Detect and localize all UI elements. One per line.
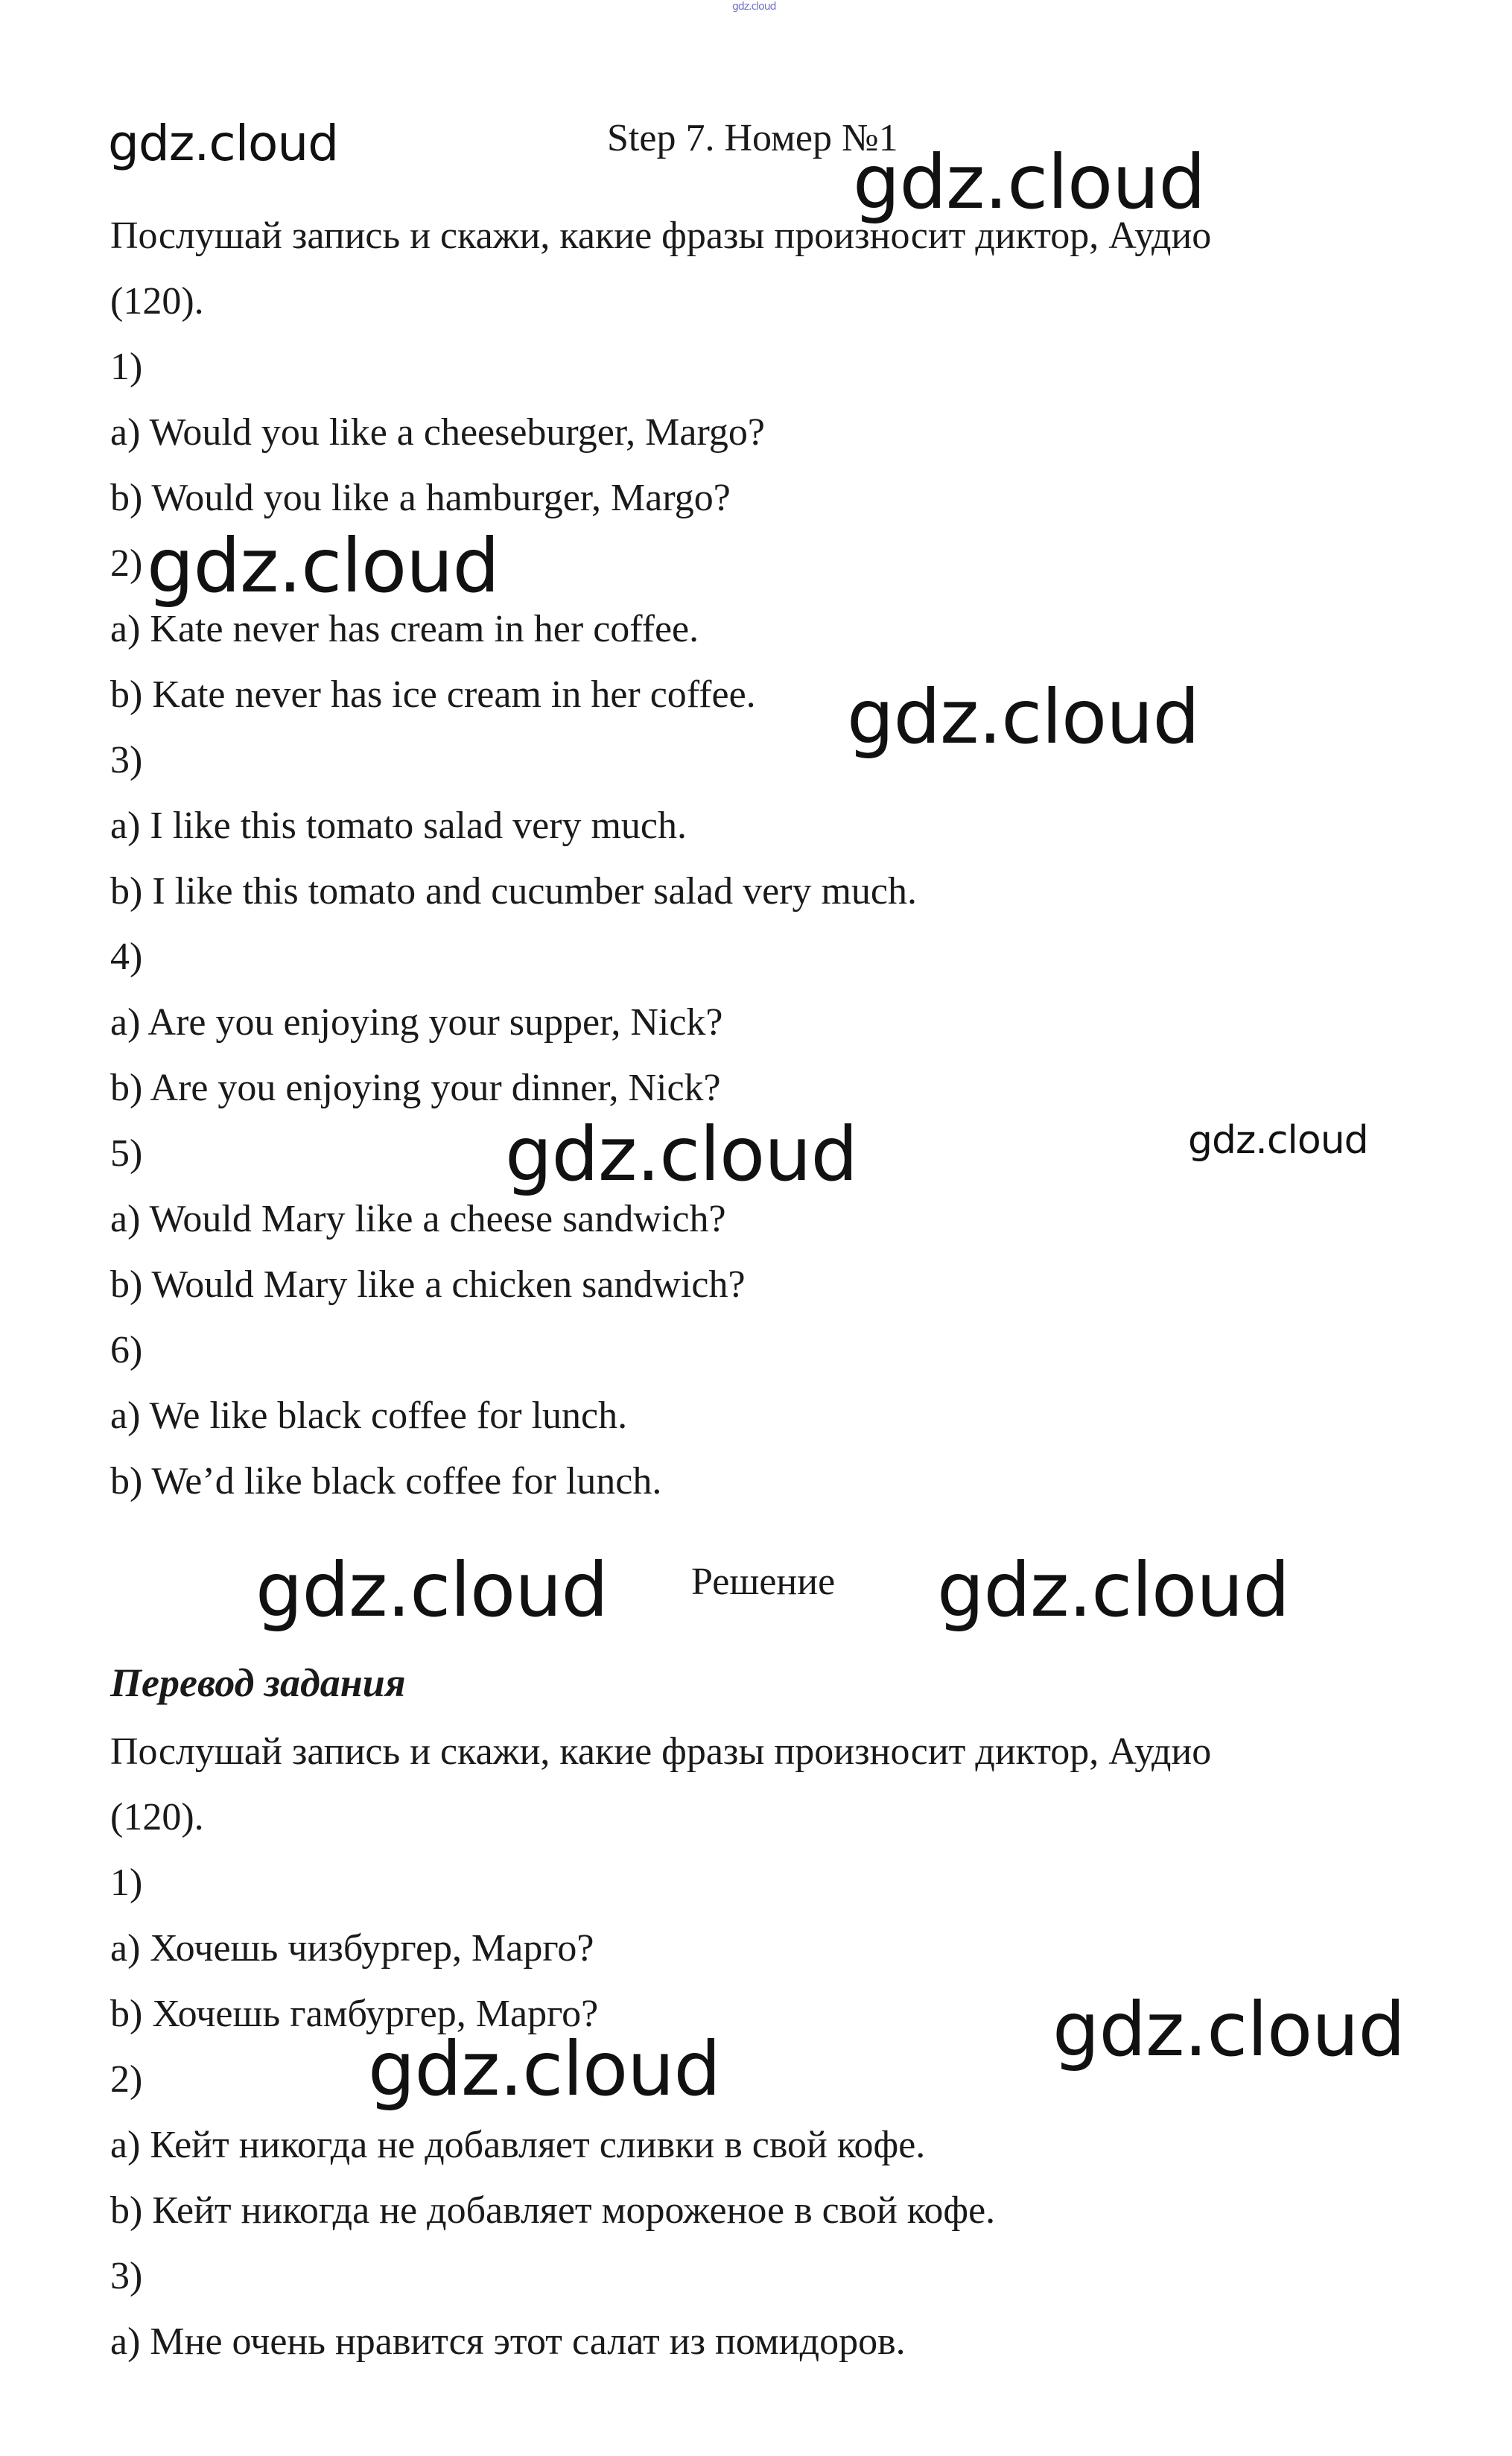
option-b: b) We’d like black coffee for lunch. <box>110 1460 662 1503</box>
item-number: 5) <box>110 1132 143 1175</box>
solution-instruction: Послушай запись и скажи, какие фразы произносит диктор, Аудио <box>110 1730 1212 1773</box>
item-number: 1) <box>110 1862 143 1904</box>
option-a: a) Kate never has cream in her coffee. <box>110 608 699 650</box>
task-instruction-cont: (120). <box>110 280 204 323</box>
watermark: gdz.cloud <box>368 2025 721 2113</box>
item-number: 2) <box>110 2058 143 2101</box>
watermark: gdz.cloud <box>1052 1986 1405 2073</box>
watermark: gdz.cloud <box>847 673 1200 761</box>
watermark: gdz.cloud <box>853 139 1206 226</box>
option-a: a) Кейт никогда не добавляет сливки в свой кофе. <box>110 2124 926 2166</box>
option-b: b) Kate never has ice cream in her coffee. <box>110 673 756 716</box>
item-number: 3) <box>110 2255 143 2297</box>
option-b: b) Are you enjoying your dinner, Nick? <box>110 1067 721 1109</box>
item-number: 6) <box>110 1329 143 1371</box>
option-b: b) I like this tomato and cucumber salad very much. <box>110 870 918 913</box>
item-number: 4) <box>110 936 143 978</box>
watermark-top: gdz.cloud <box>732 1 776 13</box>
page-title: Step 7. Номер №1 <box>607 117 898 159</box>
solution-instruction-cont: (120). <box>110 1796 204 1838</box>
item-number: 2) <box>110 542 143 585</box>
watermark: gdz.cloud <box>255 1546 609 1634</box>
option-b: b) Кейт никогда не добавляет мороженое в свой кофе. <box>110 2189 996 2232</box>
option-b: b) Would Mary like a chicken sandwich? <box>110 1263 746 1306</box>
option-a: a) Are you enjoying your supper, Nick? <box>110 1001 723 1044</box>
translation-heading: Перевод задания <box>110 1660 406 1705</box>
solution-label: Решение <box>691 1561 836 1603</box>
item-number: 1) <box>110 346 143 388</box>
option-a: a) Хочешь чизбургер, Марго? <box>110 1927 594 1970</box>
watermark: gdz.cloud <box>505 1111 858 1198</box>
item-number: 3) <box>110 739 143 781</box>
option-a: a) Would Mary like a cheese sandwich? <box>110 1198 726 1240</box>
option-a: a) Would you like a cheeseburger, Margo? <box>110 411 765 454</box>
option-a: a) Мне очень нравится этот салат из помидоров. <box>110 2320 906 2363</box>
watermark: gdz.cloud <box>108 115 339 172</box>
watermark: gdz.cloud <box>1188 1118 1368 1163</box>
option-a: a) We like black coffee for lunch. <box>110 1394 628 1437</box>
option-b: b) Хочешь гамбургер, Марго? <box>110 1993 599 2035</box>
watermark: gdz.cloud <box>147 522 500 609</box>
task-instruction: Послушай запись и скажи, какие фразы произносит диктор, Аудио <box>110 215 1212 257</box>
option-b: b) Would you like a hamburger, Margo? <box>110 477 731 519</box>
option-a: a) I like this tomato salad very much. <box>110 805 687 847</box>
watermark: gdz.cloud <box>937 1546 1290 1634</box>
